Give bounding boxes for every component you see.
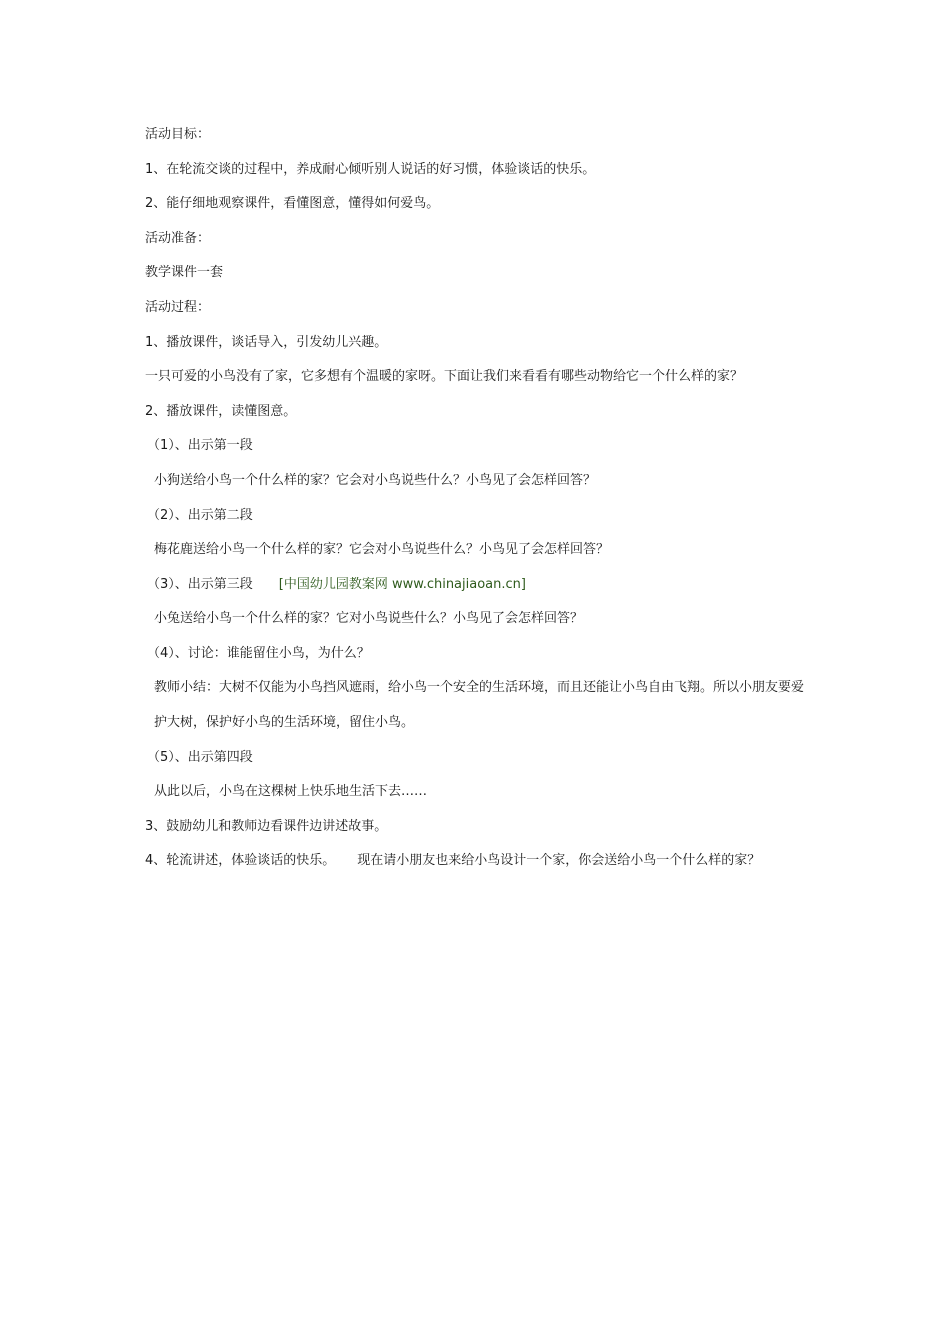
goal-2: 2、能仔细地观察课件，看懂图意，懂得如何爱鸟。 (145, 196, 440, 212)
sub-step-5: （5）、出示第四段 (147, 749, 253, 765)
sub-step-3: （3）、出示第三段 (147, 576, 253, 592)
heading-goals: 活动目标： (145, 127, 211, 142)
heading-preparation: 活动准备： (145, 230, 211, 246)
teacher-summary: 教师小结：大树不仅能为小鸟挡风遮雨，给小鸟一个安全的生活环境，而且还能让小鸟自由飞翔。所以小朋友要爱护大树，保护好小鸟的生活环境，留住小鸟。 (154, 680, 805, 730)
step-3: 3、鼓励幼儿和教师边看课件边讲述故事。 (145, 818, 388, 834)
step-1-text: 一只可爱的小鸟没有了家，它多想有个温暖的家呀。下面让我们来看看有哪些动物给它一个什么样的家？ (145, 369, 744, 385)
sub-step-2-question: 梅花鹿送给小鸟一个什么样的家？它会对小鸟说些什么？小鸟见了会怎样回答？ (154, 542, 610, 558)
step-2: 2、播放课件，读懂图意。 (145, 403, 297, 419)
preparation-item: 教学课件一套 (145, 265, 224, 281)
sub-step-4: （4）、讨论：谁能留住小鸟，为什么？ (147, 645, 370, 661)
step-1: 1、播放课件，谈话导入，引发幼儿兴趣。 (145, 334, 388, 350)
document-body (145, 124, 815, 885)
step-4-text: 现在请小朋友也来给小鸟设计一个家，你会送给小鸟一个什么样的家？ (357, 853, 761, 869)
sub-step-3-row (145, 574, 815, 596)
heading-process: 活动过程： (145, 299, 211, 315)
goal-1: 1、在轮流交谈的过程中，养成耐心倾听别人说话的好习惯，体验谈话的快乐。 (145, 161, 596, 177)
sub-step-5-text: 从此以后，小鸟在这棵树上快乐地生活下去…… (154, 784, 428, 800)
sub-step-2: （2）、出示第二段 (147, 507, 253, 523)
website-link[interactable]: [中国幼儿园教案网 www.chinajiaoan.cn] (278, 576, 526, 592)
step-4: 4、轮流讲述，体验谈话的快乐。 (145, 853, 336, 869)
step-4-row (145, 850, 815, 872)
sub-step-1: （1）、出示第一段 (147, 438, 253, 454)
sub-step-3-question: 小兔送给小鸟一个什么样的家？它对小鸟说些什么？小鸟见了会怎样回答？ (154, 611, 584, 627)
sub-step-1-question: 小狗送给小鸟一个什么样的家？它会对小鸟说些什么？小鸟见了会怎样回答？ (154, 472, 597, 488)
